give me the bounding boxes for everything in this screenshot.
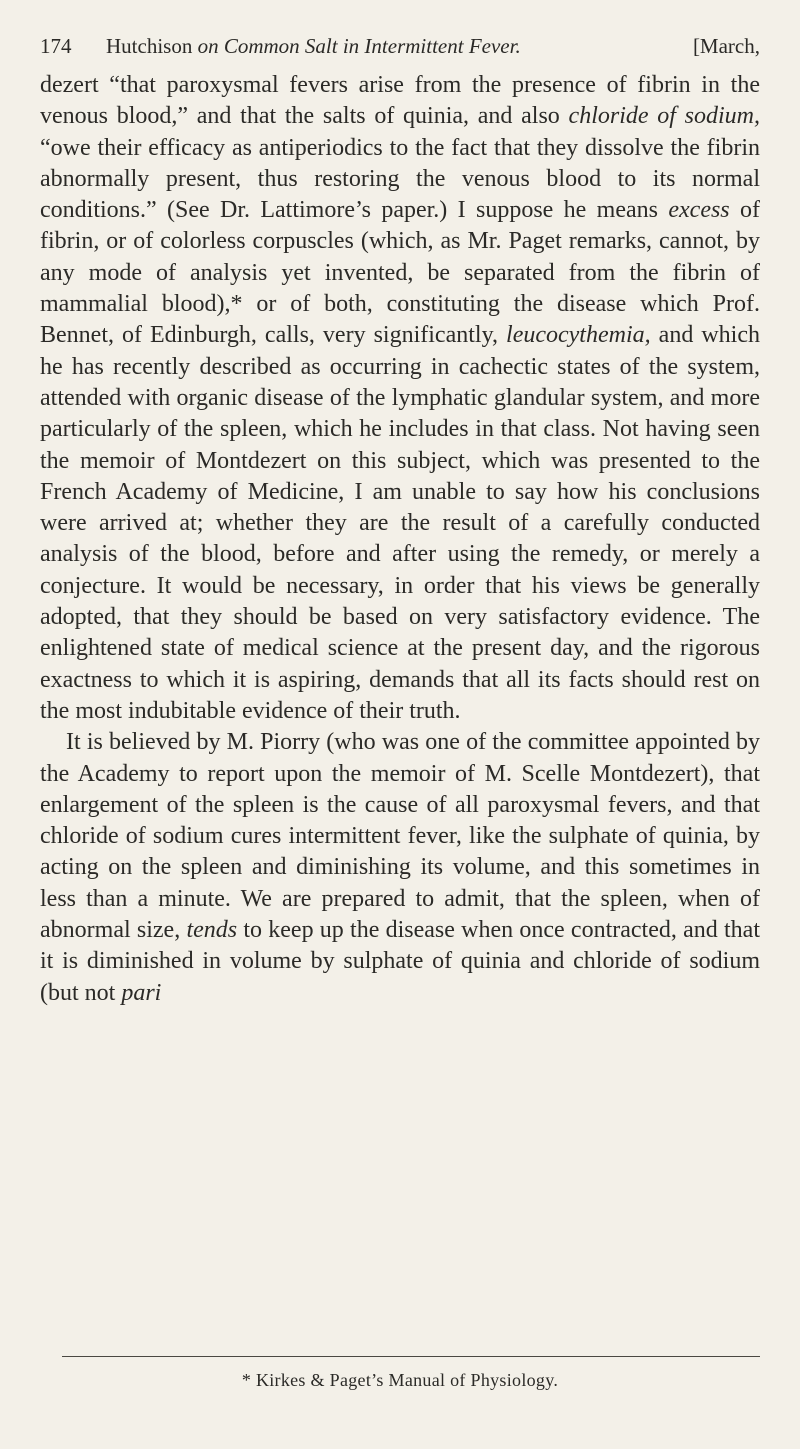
running-title — [106, 34, 521, 59]
text-span: “owe their efficacy as antiperiodics to the fact that they dissolve the fibrin abnormally present, thus restoring the venous blood to its normal conditions.” (See Dr. Lattimore’s paper.) I suppose he means — [40, 134, 760, 224]
paragraph — [40, 70, 760, 727]
running-title-subject: Common Salt in Intermittent Fever. — [223, 34, 521, 58]
body-text — [40, 70, 760, 1009]
italic-text-span: leucocythemia, — [506, 322, 651, 349]
italic-text-span: excess — [668, 197, 730, 224]
text-span: of fibrin, or of colorless corpuscles (which, as Mr. Paget remarks, cannot, by any mode of analysis yet invented, be separated from the fibrin of mammalial blood),* or of both, constituting the disease which Prof. Bennet, of Edinburgh, calls, very significantly, — [40, 197, 760, 349]
text-span: and which he has recently described as occurring in cachectic states of the system, attended with organic disease of the lymphatic glandular system, and more particularly of the spleen, which he includes in that class. Not having seen the memoir of Montdezert on this subject, which was presented to the French Academy of Medicine, I am unable to say how his conclusions were arrived at; whether they are the result of a carefully conducted analysis of the blood, before and after using the remedy, or merely a conjecture. It would be necessary, in order that his views be generally adopted, that they should be based on very satisfactory evidence. The enlightened state of medical science at the present day, and the rigorous exactness to which it is aspiring, demands that all its facts should rest on the most indubitable evidence of their truth. — [40, 322, 760, 724]
italic-text-span: tends — [186, 917, 238, 944]
italic-text-span: pari — [121, 979, 162, 1006]
running-header — [40, 34, 760, 64]
running-title-connector: on — [197, 34, 219, 58]
text-span: to keep up the disease when once contracted, and that it is diminished in volume by sulphate of quinia and chloride of sodium (but not — [40, 917, 760, 1006]
running-header-month: [March, — [692, 34, 760, 58]
paragraph — [40, 727, 760, 1009]
footnote: * Kirkes & Paget’s Manual of Physiology. — [241, 1370, 559, 1390]
text-span: dezert “that paroxysmal fevers arise from the presence of fibrin in the venous blood,” and that the salts of quinia, and also — [40, 72, 760, 130]
text-span: It is believed by M. Piorry (who was one of the committee appointed by the Academy to report upon the memoir of M. Scelle Montdezert), that enlargement of the spleen is the cause of all paroxysmal fevers, and that chloride of sodium cures intermittent fever, like the sulphate of quinia, by acting on the spleen and diminishing its volume, and this sometimes in less than a minute. We are prepared to admit, that the spleen, when of abnormal size, — [40, 729, 760, 944]
running-title-author: Hutchison — [106, 34, 193, 58]
footnote-divider — [62, 1356, 760, 1357]
page-number: 174 — [40, 34, 72, 58]
italic-text-span: chloride of sodium, — [568, 103, 760, 130]
